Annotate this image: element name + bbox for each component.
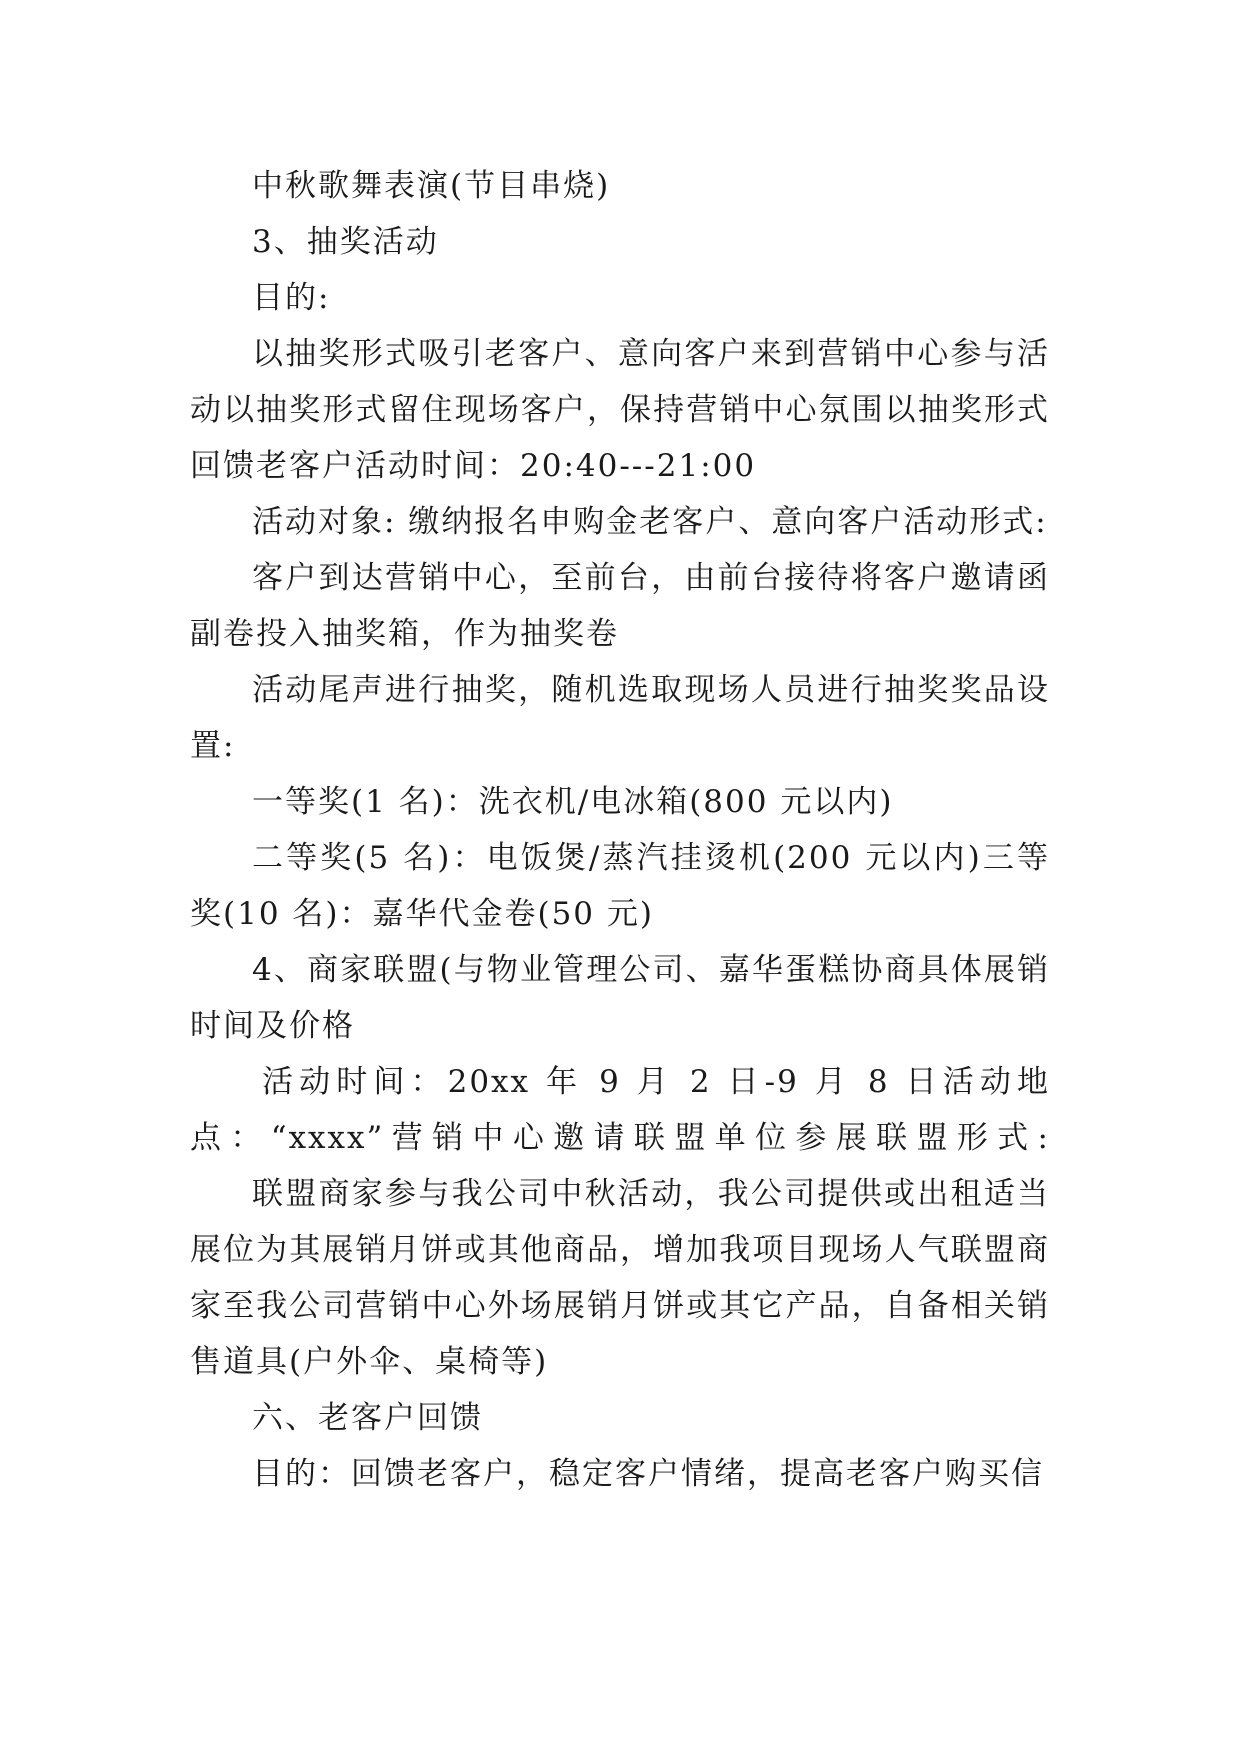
document-body xyxy=(190,158,1050,1502)
paragraph-lottery-process: 客户到达营销中心，至前台，由前台接待将客户邀请函副卷投入抽奖箱，作为抽奖卷 xyxy=(190,560,1050,652)
paragraph-lottery-purpose: 以抽奖形式吸引老客户、意向客户来到营销中心参与活动以抽奖形式留住现场客户，保持营销中心氛围以抽奖形式回馈老客户活动时间：20:40---21:00 xyxy=(190,336,1050,484)
label-purpose: 目的: xyxy=(252,280,331,316)
paragraph-performance: 中秋歌舞表演(节目串烧) xyxy=(252,168,611,204)
paragraph-lottery-draw: 活动尾声进行抽奖，随机选取现场人员进行抽奖奖品设置: xyxy=(190,672,1050,764)
paragraph-first-prize: 一等奖(1 名)：洗衣机/电冰箱(800 元以内) xyxy=(252,784,894,820)
heading-customer-feedback: 六、老客户回馈 xyxy=(252,1400,483,1436)
heading-lottery: 3、抽奖活动 xyxy=(252,224,439,260)
paragraph-second-third-prize: 二等奖(5 名)：电饭煲/蒸汽挂烫机(200 元以内)三等奖(10 名)：嘉华代金卷(50 元) xyxy=(190,840,1050,932)
paragraph-lottery-target: 活动对象: 缴纳报名申购金老客户、意向客户活动形式: xyxy=(252,504,1048,540)
paragraph-feedback-purpose: 目的：回馈老客户，稳定客户情绪，提高老客户购买信 xyxy=(252,1456,1044,1492)
paragraph-alliance-time-place: 活动时间：20xx 年 9 月 2 日-9 月 8 日活动地点：“xxxx”营销中心邀请联盟单位参展联盟形式: xyxy=(190,1064,1050,1156)
heading-merchant-alliance: 4、商家联盟(与物业管理公司、嘉华蛋糕协商具体展销时间及价格 xyxy=(190,952,1050,1044)
paragraph-alliance-description: 联盟商家参与我公司中秋活动，我公司提供或出租适当展位为其展销月饼或其他商品，增加我项目现场人气联盟商家至我公司营销中心外场展销月饼或其它产品，自备相关销售道具(户外伞、桌椅等) xyxy=(190,1176,1050,1380)
